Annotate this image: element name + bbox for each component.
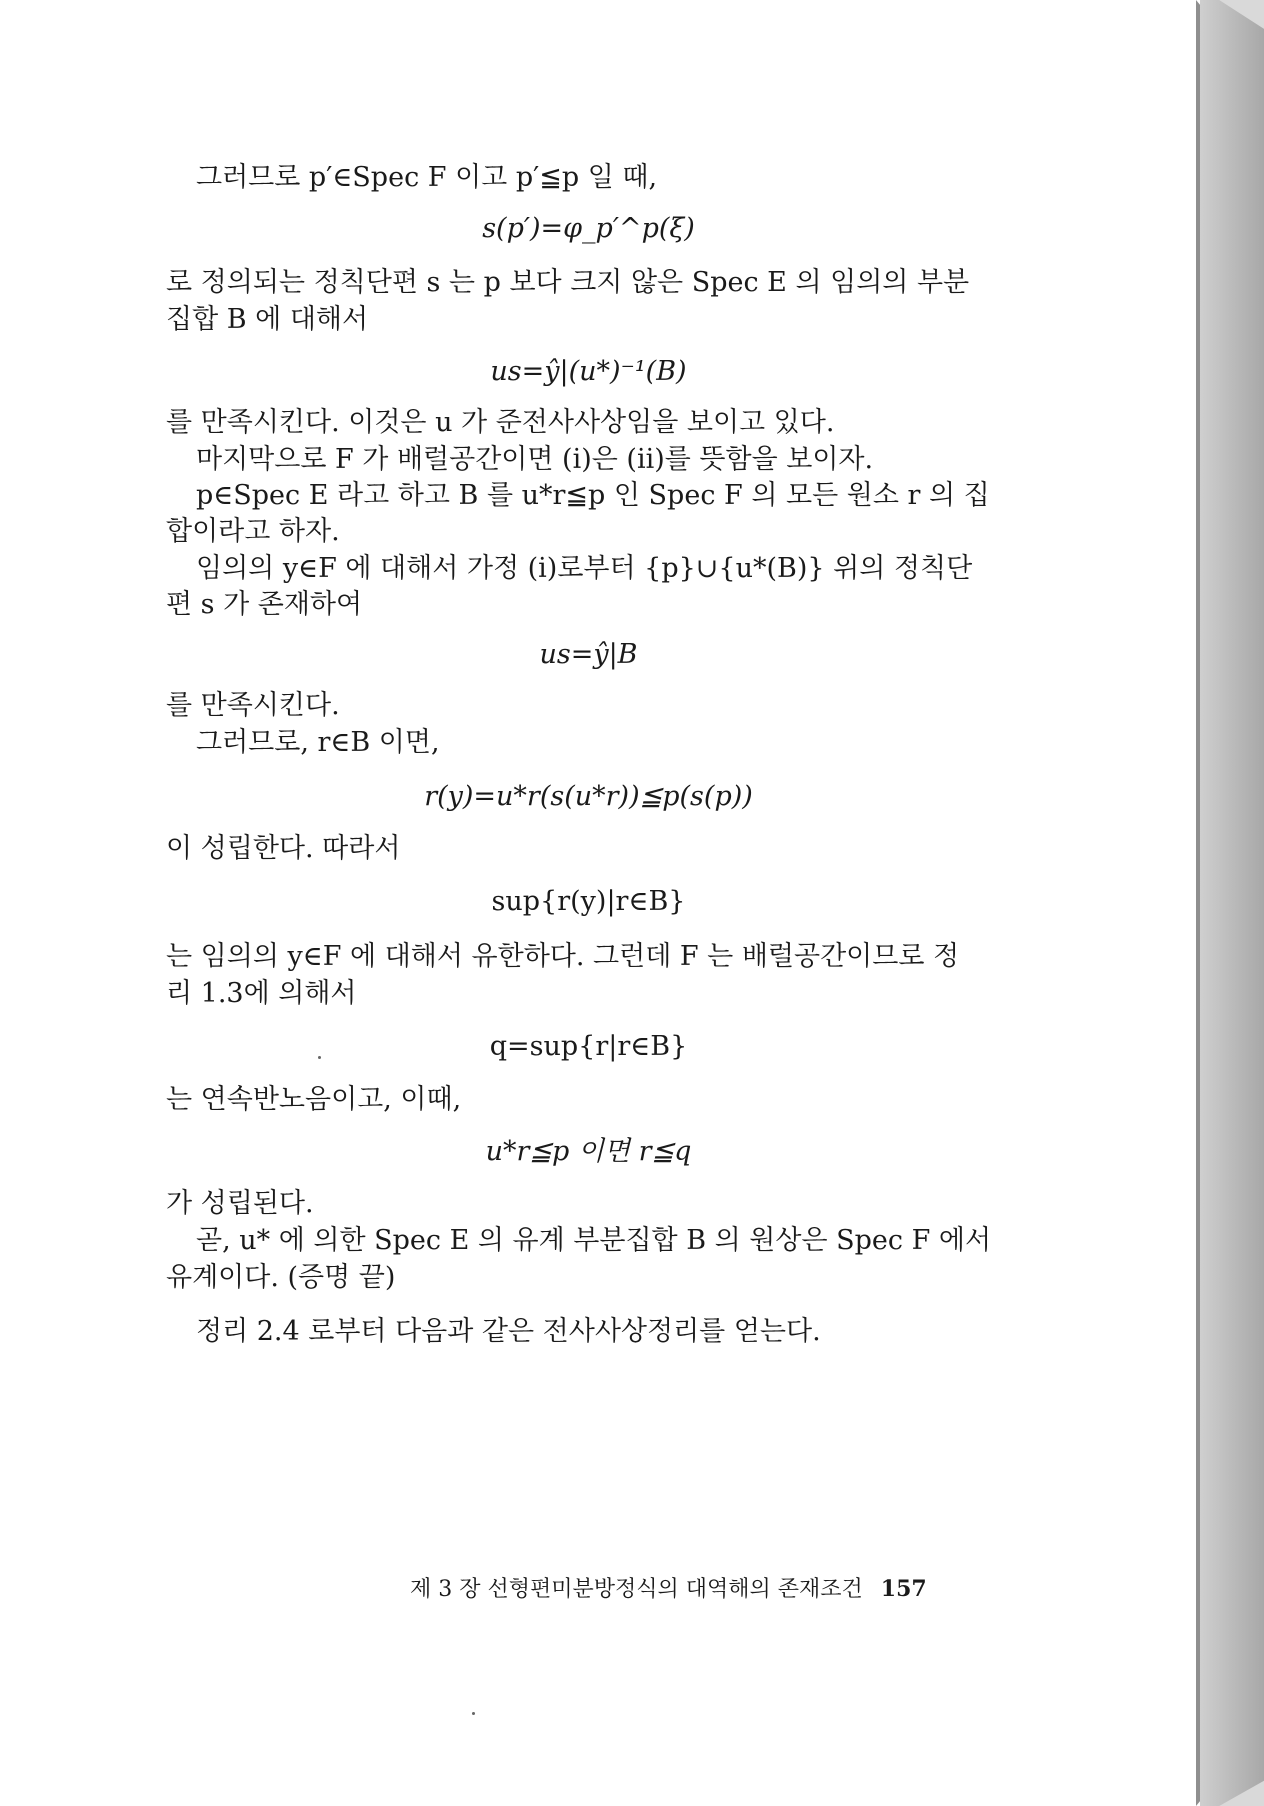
page-footer [410, 1572, 927, 1603]
text-line: 가 성립된다. [166, 1188, 314, 1219]
text-line: 합이라고 하자. [166, 516, 340, 547]
equation: sup{r(y)|r∈B} [491, 886, 686, 917]
text-line: 이 성립한다. 따라서 [166, 833, 401, 864]
page-number: 157 [880, 1576, 927, 1602]
text-line: 마지막으로 F 가 배럴공간이면 (i)은 (ii)를 뜻함을 보이자. [196, 444, 874, 475]
text-line: 임의의 y∈F 에 대해서 가정 (i)로부터 {p}∪{u*(B)} 위의 정칙단 [196, 553, 973, 584]
running-footer: 제 3 장 선형편미분방정식의 대역해의 존재조건 [410, 1577, 863, 1602]
equation: us=ŷ|(u*)⁻¹(B) [490, 356, 687, 387]
equation: r(y)=u*r(s(u*r))≦p(s(p)) [424, 781, 753, 812]
text-line: 는 임의의 y∈F 에 대해서 유한하다. 그런데 F 는 배럴공간이므로 정 [166, 941, 960, 972]
text-line: 를 만족시킨다. 이것은 u 가 준전사사상임을 보이고 있다. [166, 407, 835, 438]
text-line: 그러므로, r∈B 이면, [196, 727, 440, 758]
text-line: 집합 B 에 대해서 [166, 304, 369, 335]
text-line: 를 만족시킨다. [166, 690, 340, 721]
print-speck [318, 1056, 321, 1059]
text-line: 그러므로 p′∈Spec F 이고 p′≦p 일 때, [196, 162, 658, 193]
text-line: 로 정의되는 정칙단편 s 는 p 보다 크지 않은 Spec E 의 임의의 부분 [166, 267, 970, 298]
text-line: 리 1.3에 의해서 [166, 978, 357, 1009]
text-line: 는 연속반노음이고, 이때, [166, 1084, 462, 1115]
text-line: p∈Spec E 라고 하고 B 를 u*r≦p 인 Spec F 의 모든 원소 r 의 집 [196, 480, 990, 511]
text-line: 편 s 가 존재하여 [166, 589, 363, 620]
equation: u*r≦p 이면 r≦q [485, 1136, 692, 1167]
print-speck [472, 1712, 475, 1715]
text-line: 정리 2.4 로부터 다음과 같은 전사사상정리를 얻는다. [196, 1316, 821, 1347]
text-line: 곧, u* 에 의한 Spec E 의 유계 부분집합 B 의 원상은 Spec F 에서 [196, 1225, 992, 1256]
page-stack-edge [1200, 0, 1264, 1806]
equation: s(p′)=φ_p′^p(ξ) [482, 213, 695, 244]
text-line: 유계이다. (증명 끝) [166, 1262, 396, 1293]
equation: us=ŷ|B [539, 639, 638, 670]
equation: q=sup{r|r∈B} [489, 1031, 688, 1062]
